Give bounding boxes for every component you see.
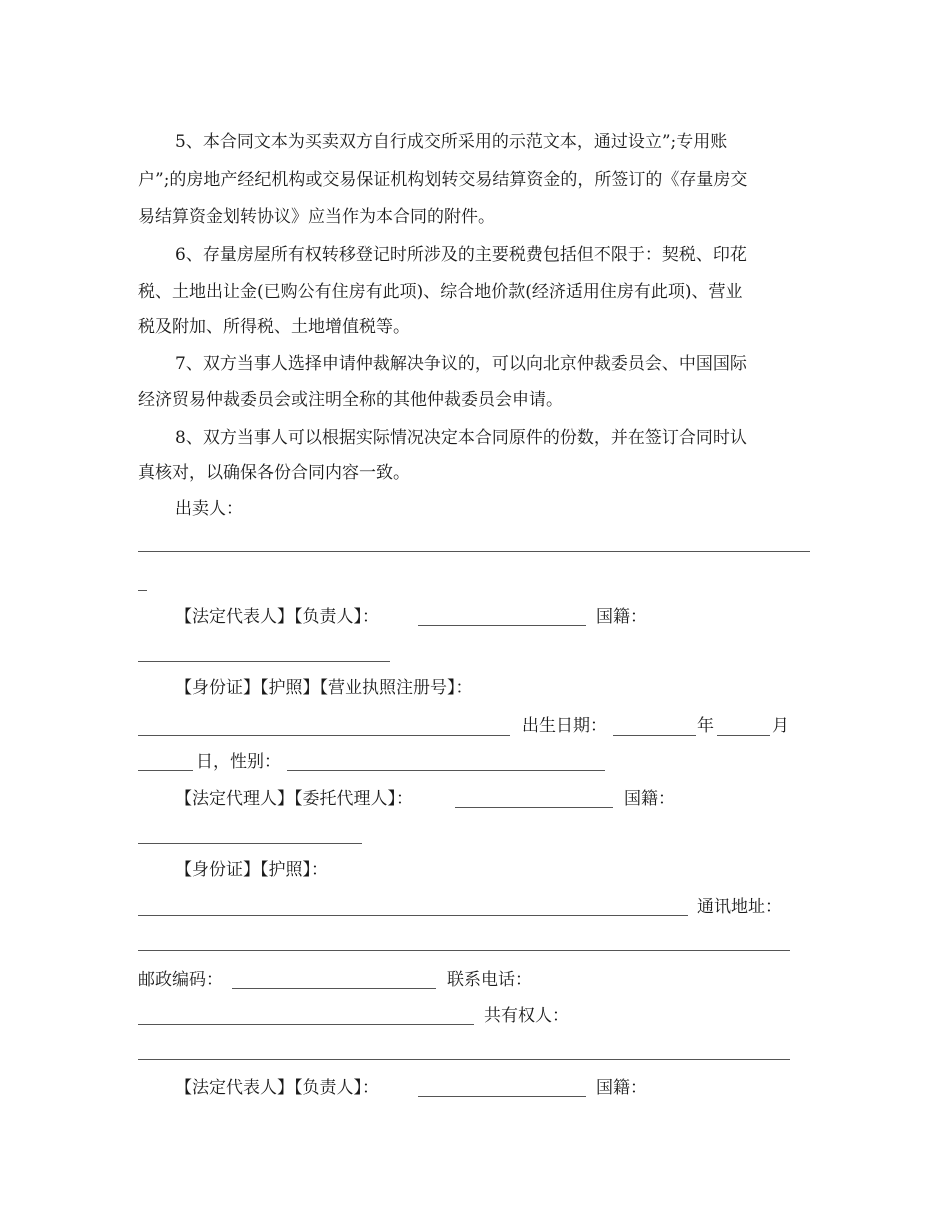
birth-year-field[interactable]	[613, 735, 696, 736]
co-owner-legal-rep-line	[0, 1074, 950, 1102]
birth-date-line	[0, 712, 950, 740]
agent-id-label: 【身份证】【护照】：	[175, 860, 328, 880]
co-owner-legal-rep-label: 【法定代表人】【负责人】：	[175, 1078, 379, 1098]
clause-7-line-1: 7、双方当事人选择申请仲裁解决争议的，可以向北京仲裁委员会、中国国际	[175, 354, 747, 374]
address-field[interactable]	[138, 950, 790, 951]
day-gender-label: 日，性别：	[196, 752, 281, 772]
address-label: 通讯地址：	[697, 897, 782, 917]
agent-nationality-label: 国籍：	[624, 789, 675, 809]
agent-line	[0, 785, 950, 813]
id-reg-label: 【身份证】【护照】【营业执照注册号】：	[175, 678, 473, 698]
co-owner-label: 共有权人：	[484, 1006, 569, 1026]
clause-7-line-2: 经济贸易仲裁委员会或注明全称的其他仲裁委员会申请。	[138, 390, 563, 410]
co-owner-nationality-label: 国籍：	[596, 1078, 647, 1098]
postcode-label: 邮政编码：	[138, 970, 223, 990]
agent-field[interactable]	[455, 807, 613, 808]
birth-date-label: 出生日期：	[522, 716, 607, 736]
day-gender-line	[0, 748, 950, 776]
agent-id-line	[0, 856, 950, 884]
clause-5-line-1: 5、本合同文本为买卖双方自行成交所采用的示范文本，通过设立”;专用账	[175, 132, 728, 152]
month-label: 月	[772, 716, 789, 736]
nationality-field[interactable]	[138, 661, 390, 662]
co-owner-legal-rep-field[interactable]	[418, 1096, 586, 1097]
clause-6-line-2: 税、土地出让金(已购公有住房有此项)、综合地价款(经济适用住房有此项)、营业	[138, 282, 743, 302]
postcode-field[interactable]	[232, 988, 436, 989]
nationality-label: 国籍：	[596, 607, 647, 627]
birth-day-field[interactable]	[138, 770, 193, 771]
co-owner-field[interactable]	[138, 1059, 790, 1060]
clause-6-line-3: 税及附加、所得税、土地增值税等。	[138, 317, 410, 337]
seller-label: 出卖人：	[175, 499, 243, 519]
birth-month-field[interactable]	[717, 735, 770, 736]
seller-name-field[interactable]	[138, 551, 810, 552]
clause-8-line-2: 真核对，以确保各份合同内容一致。	[138, 463, 410, 483]
clause-5-line-2: 户”;的房地产经纪机构或交易保证机构划转交易结算资金的，所签订的《存量房交	[138, 170, 748, 190]
legal-rep-field[interactable]	[418, 625, 586, 626]
co-owner-line	[0, 1002, 950, 1030]
agent-nationality-field[interactable]	[138, 843, 362, 844]
postcode-phone-line	[0, 966, 950, 994]
agent-label: 【法定代理人】【委托代理人】：	[175, 789, 413, 809]
clause-6-line-1: 6、存量房屋所有权转移登记时所涉及的主要税费包括但不限于：契税、印花	[175, 245, 747, 265]
legal-rep-line	[0, 603, 950, 631]
legal-rep-label: 【法定代表人】【负责人】：	[175, 607, 379, 627]
address-line	[0, 893, 950, 921]
phone-label: 联系电话：	[447, 970, 532, 990]
seller-name-field-continuation	[138, 590, 147, 591]
seller-label-line	[0, 495, 950, 523]
year-label: 年	[697, 716, 714, 736]
clause-5-line-3: 易结算资金划转协议》应当作为本合同的附件。	[138, 207, 495, 227]
clause-8-line-1: 8、双方当事人可以根据实际情况决定本合同原件的份数，并在签订合同时认	[175, 428, 747, 448]
id-reg-line	[0, 674, 950, 702]
gender-field[interactable]	[287, 770, 605, 771]
